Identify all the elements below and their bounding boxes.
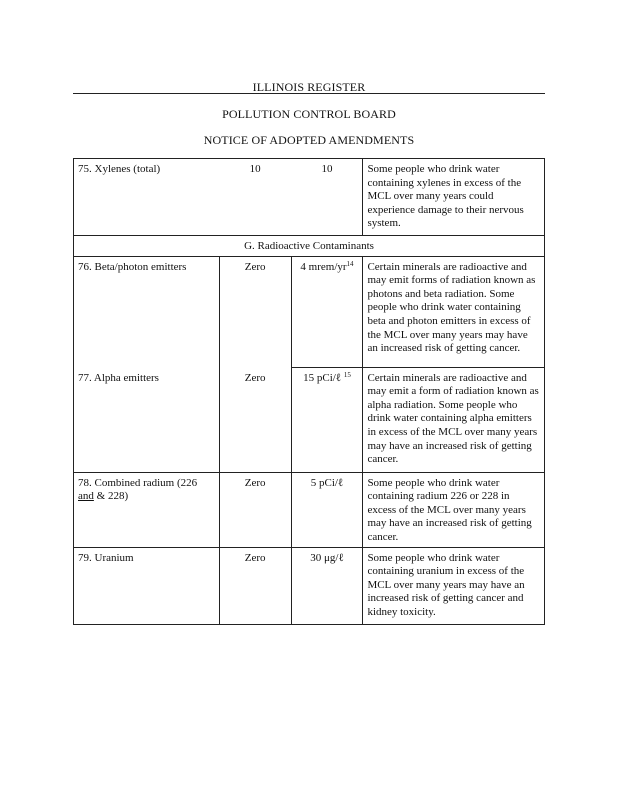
mcl-value xyxy=(291,256,363,367)
health-effect: Some people who drink water containing uranium in excess of the MCL over many years may have an increased risk of getting cancer and kidney toxicity. xyxy=(363,547,545,624)
section-heading: G. Radioactive Contaminants xyxy=(74,236,545,257)
contaminant-text-end: & 228) xyxy=(96,490,129,503)
section-row xyxy=(74,236,545,257)
health-effect: Certain minerals are radioactive and may emit a form of radiation known as alpha radiation. Some people who drink water containing alpha emitters in excess of the MCL over many years may have an increased risk of getting cancer. xyxy=(363,367,545,472)
underlined-insertion: and xyxy=(78,490,94,503)
mcl-value: 5 pCi/ℓ xyxy=(291,472,363,547)
board-title: POLLUTION CONTROL BOARD xyxy=(222,107,396,121)
header-rule xyxy=(73,93,545,94)
contaminant-text: 78. Combined radium (226 xyxy=(78,476,198,489)
contaminant-name: 76. Beta/photon emitters xyxy=(74,256,220,367)
contaminant-name: 79. Uranium xyxy=(74,547,220,624)
mclg-value: Zero xyxy=(219,472,291,547)
mcl-text: 15 pCi/ℓ xyxy=(303,371,342,384)
health-effect: Certain minerals are radioactive and may emit forms of radiation known as photons and beta radiation. Some people who drink water containing beta and photon emitters in excess of the MCL over many years may have an increased risk of getting cancer. xyxy=(363,256,545,367)
table-row xyxy=(74,547,545,624)
mclg-value: Zero xyxy=(219,256,291,367)
contaminant-name: 77. Alpha emitters xyxy=(74,367,220,472)
footnote-ref: 15 xyxy=(343,370,351,379)
register-title: ILLINOIS REGISTER xyxy=(252,80,366,94)
table-row xyxy=(74,367,545,472)
health-effect: Some people who drink water containing radium 226 or 228 in excess of the MCL over many years may have an increased risk of getting cancer. xyxy=(363,472,545,547)
mcl-text: 4 mrem/yr xyxy=(300,260,347,273)
table-row xyxy=(74,159,545,236)
contaminant-name xyxy=(74,472,220,547)
mclg-value: Zero xyxy=(219,367,291,472)
contaminant-name: 75. Xylenes (total) xyxy=(74,159,220,236)
contaminants-table xyxy=(73,158,545,625)
footnote-ref: 14 xyxy=(346,259,354,268)
table-row xyxy=(74,256,545,367)
mclg-value: 10 xyxy=(219,159,291,236)
mcl-value xyxy=(291,367,363,472)
notice-title: NOTICE OF ADOPTED AMENDMENTS xyxy=(203,133,415,147)
health-effect: Some people who drink water containing xylenes in excess of the MCL over many years could experience damage to their nervous system. xyxy=(363,159,545,236)
mclg-value: Zero xyxy=(219,547,291,624)
table-row xyxy=(74,472,545,547)
mcl-value: 30 μg/ℓ xyxy=(291,547,363,624)
mcl-value: 10 xyxy=(291,159,363,236)
